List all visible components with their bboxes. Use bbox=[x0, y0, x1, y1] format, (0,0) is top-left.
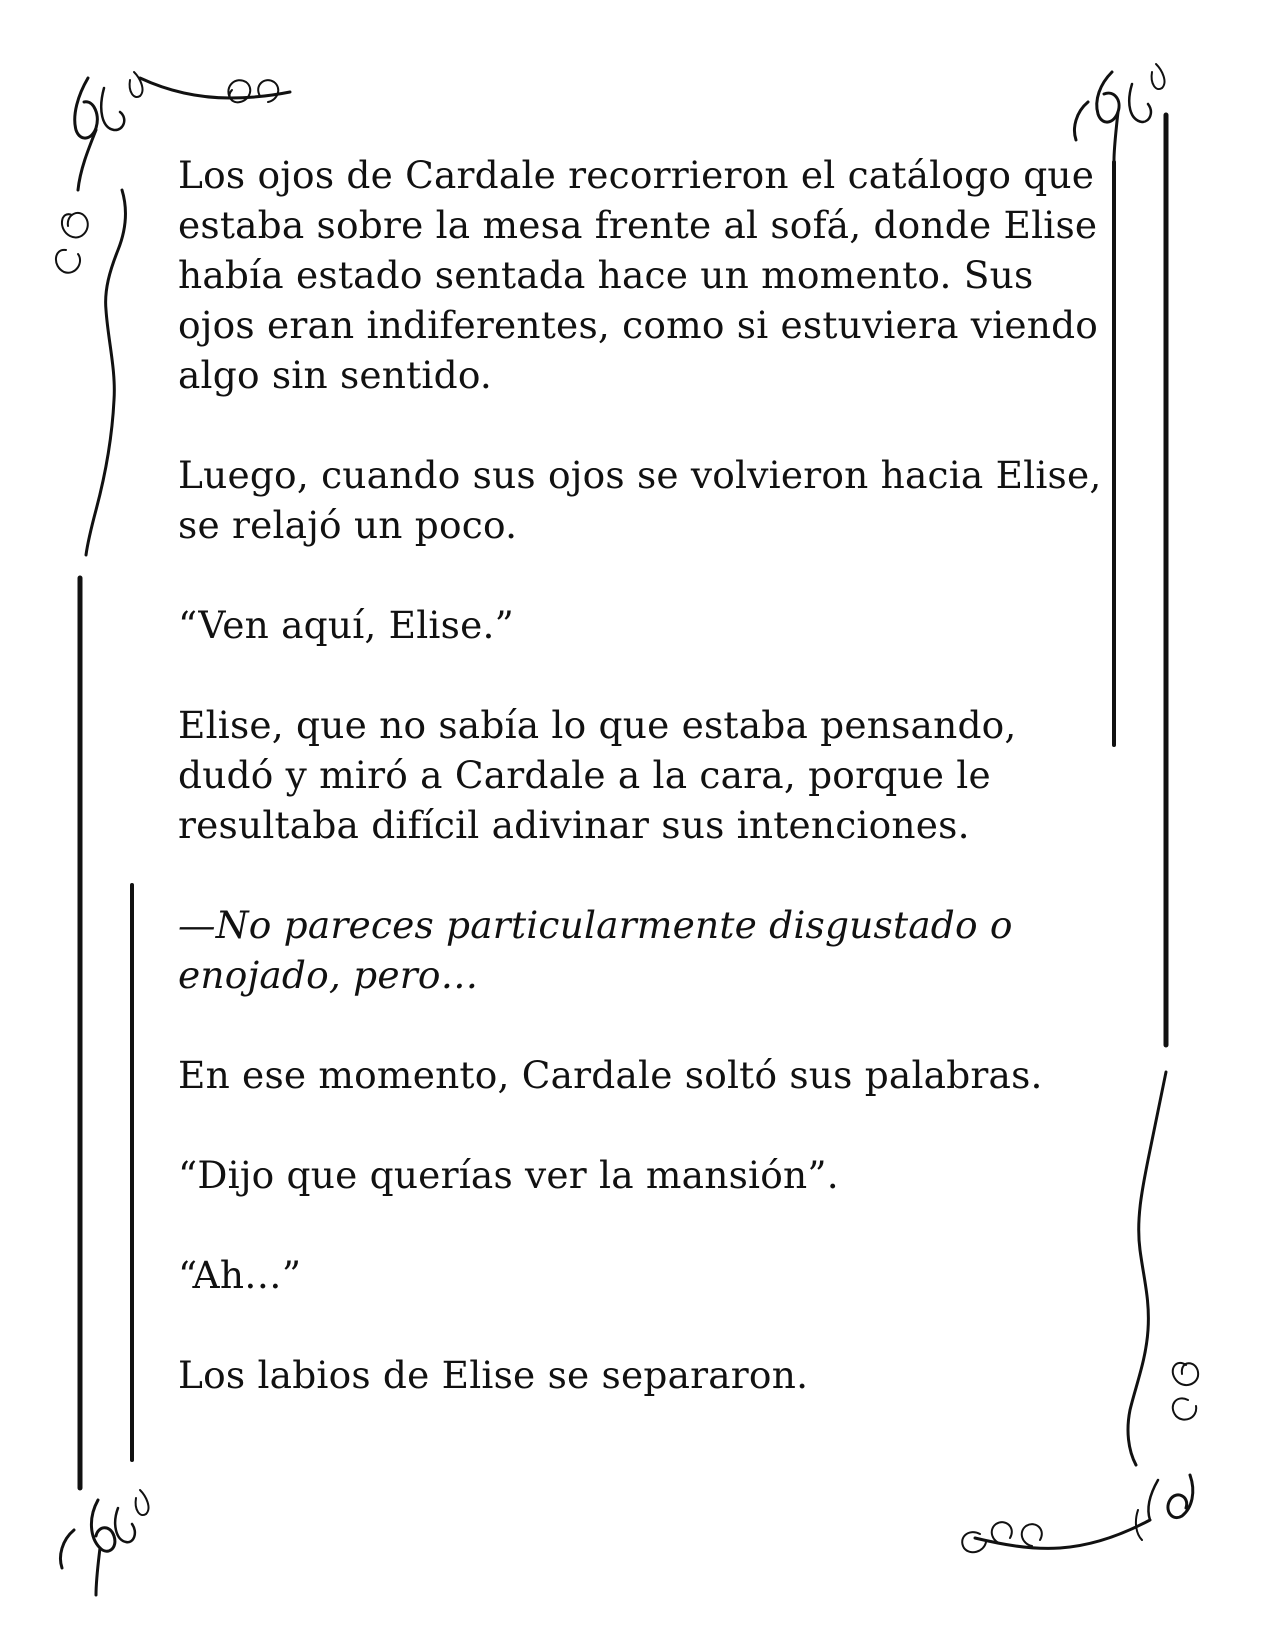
paragraph-7: “Dijo que querías ver la mansión”. bbox=[178, 1153, 839, 1197]
paragraph-9: Los labios de Elise se separaron. bbox=[178, 1353, 809, 1397]
paragraph-2: Luego, cuando sus ojos se volvieron hacia Elise, se relajó un poco. bbox=[178, 453, 1102, 547]
paragraph-3: “Ven aquí, Elise.” bbox=[178, 603, 514, 647]
top-right-flourish-icon bbox=[1075, 64, 1165, 160]
bottom-left-flourish-icon bbox=[61, 1490, 149, 1595]
paragraph-8: “Ah…” bbox=[178, 1253, 302, 1297]
paragraph-1: Los ojos de Cardale recorrieron el catálogo que estaba sobre la mesa frente al sofá, donde Elise había estado sentada hace un momento. Sus ojos eran indiferentes, como si estuviera viendo algo sin sentido. bbox=[178, 153, 1099, 397]
paragraph-6: En ese momento, Cardale soltó sus palabras. bbox=[178, 1053, 1043, 1097]
paragraph-5-thought: —No pareces particularmente disgustado o enojado, pero… bbox=[178, 903, 1013, 997]
chapter-text bbox=[178, 150, 1118, 1450]
paragraph-4: Elise, que no sabía lo que estaba pensando, dudó y miró a Cardale a la cara, porque le resultaba difícil adivinar sus intenciones. bbox=[178, 703, 1017, 847]
